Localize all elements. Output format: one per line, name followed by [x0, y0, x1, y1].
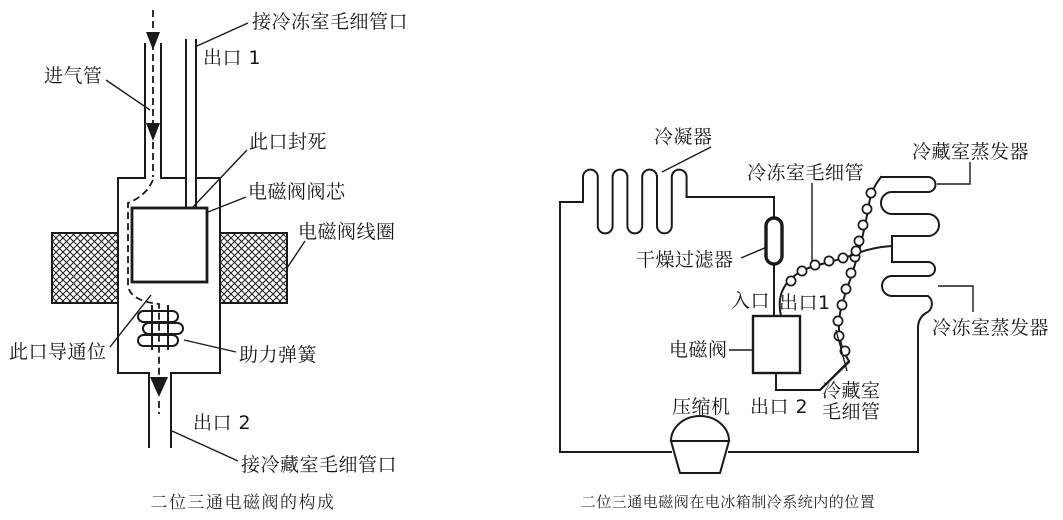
refrigeration-system-diagram: [560, 126, 1049, 511]
label-drier-filter: 干燥过滤器: [636, 249, 734, 271]
label-fridge-evaporator: 冷藏室蒸发器: [912, 141, 1030, 163]
label-outlet2: 出口 2: [193, 412, 252, 434]
flow-arrow-down-icon: [146, 32, 160, 50]
compressor: [671, 416, 729, 473]
label-freezer-capillary: 冷冻室毛细管: [747, 162, 865, 184]
label-outlet1: 出口 1: [203, 47, 262, 69]
label-open-position: 此口导通位: [9, 341, 107, 363]
label-sealed-port: 此口封死: [249, 131, 328, 153]
label-outlet2: 出口 2: [750, 396, 809, 418]
label-solenoid-valve: 电磁阀: [669, 339, 728, 361]
right-caption: 二位三通电磁阀在电冰箱制冷系统内的位置: [580, 493, 876, 511]
outlet1-pipe: [186, 40, 196, 208]
label-valve-core: 电磁阀阀芯: [248, 181, 346, 203]
flow-arrow-down-icon: [150, 377, 168, 397]
label-solenoid-coil: 电磁阀线圈: [298, 221, 396, 243]
label-fridge-capillary-line2: 毛细管: [822, 401, 881, 423]
label-booster-spring: 助力弹簧: [239, 344, 318, 366]
evaporator-coils: [881, 177, 939, 452]
condenser-coil: [560, 170, 774, 234]
label-freezer-evaporator: 冷冻室蒸发器: [932, 317, 1050, 339]
label-inlet: 入口: [731, 290, 771, 312]
label-intake-pipe: 进气管: [44, 65, 103, 87]
valve-core: [132, 208, 207, 282]
booster-spring: [138, 306, 183, 349]
label-bottom-port: 接冷藏室毛细管口: [241, 454, 398, 476]
solenoid-coil-block-left: [52, 233, 118, 303]
label-compressor: 压缩机: [672, 396, 731, 418]
left-caption: 二位三通电磁阀的构成: [150, 493, 336, 513]
flow-arrow-down-icon: [146, 123, 160, 141]
label-condenser: 冷凝器: [654, 126, 713, 148]
label-outlet1: 出口1: [779, 292, 831, 314]
drier-filter: [766, 218, 782, 264]
valve-construction-diagram: [9, 10, 408, 513]
label-top-port: 接冷冻室毛细管口: [252, 11, 409, 33]
solenoid-coil-block-right: [220, 233, 287, 303]
label-fridge-capillary-line1: 冷藏室: [822, 380, 881, 402]
solenoid-valve-box: [753, 316, 800, 373]
